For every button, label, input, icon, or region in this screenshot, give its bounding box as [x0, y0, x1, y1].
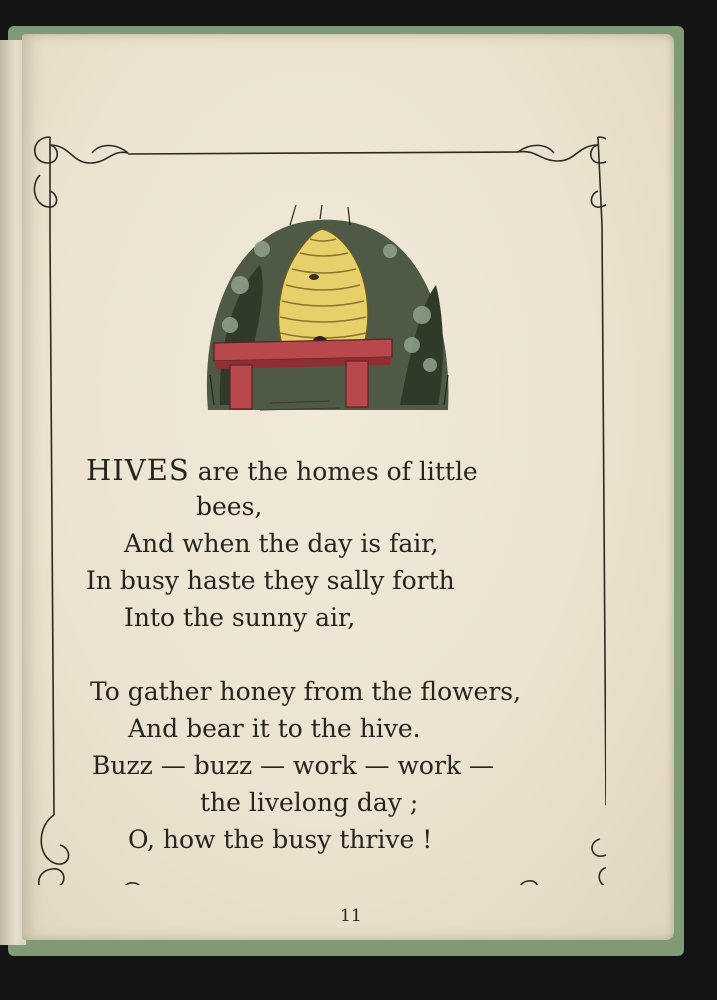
beehive-icon	[200, 205, 455, 420]
poem-line: bees,	[196, 492, 263, 521]
poem-line: To gather honey from the flowers,	[90, 677, 522, 706]
poem-line: In busy haste they sally forth	[86, 566, 455, 595]
poem-line: Buzz — buzz — work — work —	[92, 751, 494, 780]
poem-line: And when the day is fair,	[124, 529, 439, 558]
poem-line	[86, 452, 478, 490]
poem-line: Into the sunny air,	[124, 603, 356, 632]
poem-line-text: are the homes of little	[197, 457, 478, 486]
poem-line: the livelong day ;	[200, 788, 419, 817]
poem-line: O, how the busy thrive !	[128, 825, 433, 854]
page-number: 11	[340, 906, 362, 926]
beehive-illustration	[200, 205, 455, 420]
poem-line: And bear it to the hive.	[128, 714, 421, 743]
drop-cap-word: HIVES	[86, 453, 190, 487]
